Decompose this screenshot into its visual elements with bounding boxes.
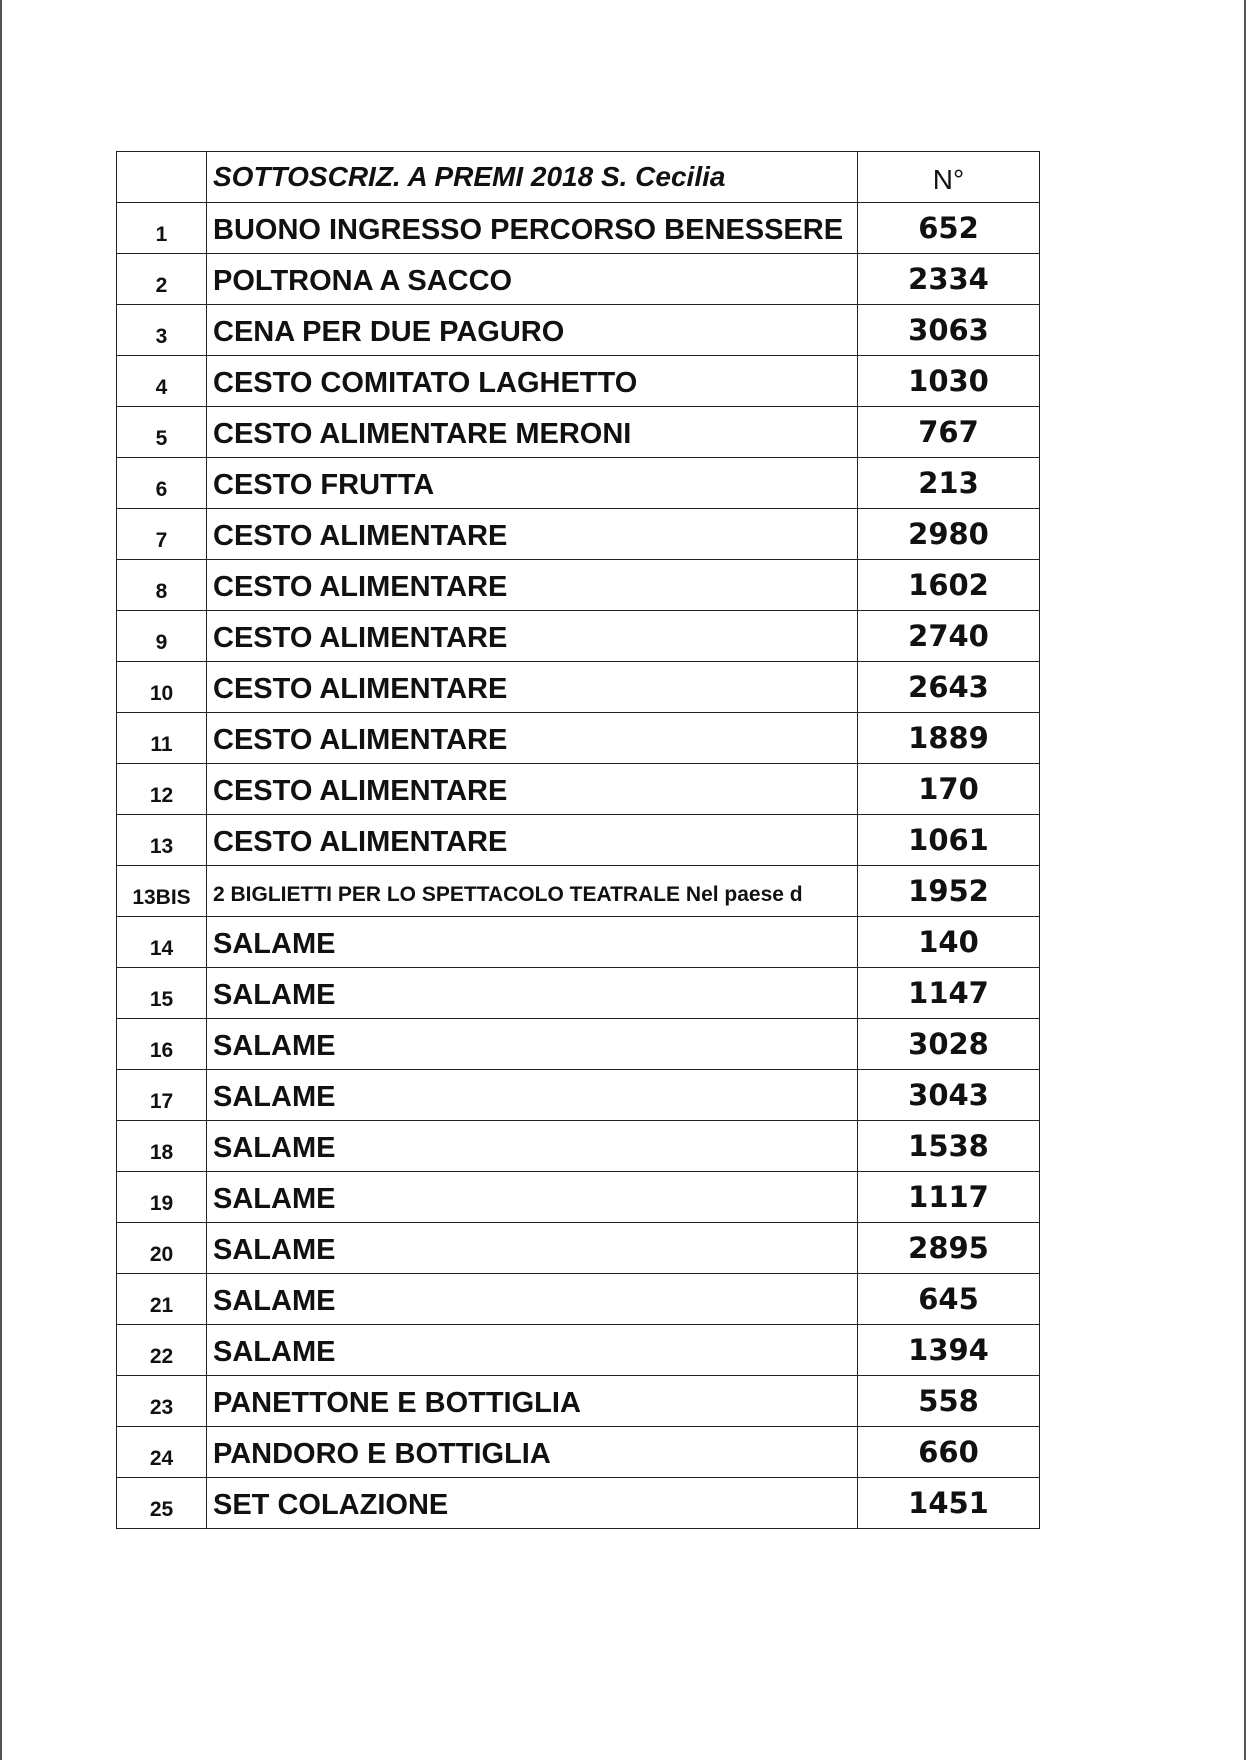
table-row [117,203,1040,254]
prize-description: CESTO ALIMENTARE [207,560,858,611]
table-row [117,611,1040,662]
table-row [117,1427,1040,1478]
table-row [117,662,1040,713]
table-row [117,1274,1040,1325]
table-row [117,713,1040,764]
prize-number: 16 [117,1019,207,1070]
prize-description: 2 BIGLIETTI PER LO SPETTACOLO TEATRALE Nel paese d [207,866,858,917]
prize-description: SALAME [207,968,858,1019]
table-header-row [117,152,1040,203]
prize-number: 22 [117,1325,207,1376]
prize-number: 17 [117,1070,207,1121]
prize-description: SALAME [207,1325,858,1376]
winning-ticket-number: 558 [858,1376,1040,1427]
ticket-number-header: N° [858,152,1040,203]
winning-ticket-number: 1394 [858,1325,1040,1376]
prize-description: SALAME [207,1121,858,1172]
prize-number: 6 [117,458,207,509]
winning-ticket-number: 140 [858,917,1040,968]
winning-ticket-number: 1451 [858,1478,1040,1529]
table-row [117,1019,1040,1070]
prize-description: CESTO COMITATO LAGHETTO [207,356,858,407]
prize-number: 8 [117,560,207,611]
table-row [117,815,1040,866]
prize-number: 15 [117,968,207,1019]
prize-description: SALAME [207,1172,858,1223]
winning-ticket-number: 1602 [858,560,1040,611]
prize-number: 23 [117,1376,207,1427]
prize-table [116,151,1040,1529]
prize-description: CESTO ALIMENTARE [207,764,858,815]
prize-number: 9 [117,611,207,662]
table-row [117,1223,1040,1274]
winning-ticket-number: 2980 [858,509,1040,560]
winning-ticket-number: 767 [858,407,1040,458]
prize-number: 7 [117,509,207,560]
table-row [117,356,1040,407]
prize-number: 13 [117,815,207,866]
winning-ticket-number: 2895 [858,1223,1040,1274]
prize-description: BUONO INGRESSO PERCORSO BENESSERE [207,203,858,254]
prize-number: 13BIS [117,866,207,917]
winning-ticket-number: 1061 [858,815,1040,866]
table-row [117,560,1040,611]
prize-number: 14 [117,917,207,968]
prize-description: SALAME [207,917,858,968]
winning-ticket-number: 3063 [858,305,1040,356]
prize-number: 2 [117,254,207,305]
table-row [117,1172,1040,1223]
winning-ticket-number: 3043 [858,1070,1040,1121]
prize-description: CESTO ALIMENTARE [207,611,858,662]
winning-ticket-number: 2334 [858,254,1040,305]
prize-number: 25 [117,1478,207,1529]
prize-description: PANDORO E BOTTIGLIA [207,1427,858,1478]
prize-description: CESTO FRUTTA [207,458,858,509]
prize-number: 3 [117,305,207,356]
winning-ticket-number: 645 [858,1274,1040,1325]
winning-ticket-number: 1147 [858,968,1040,1019]
prize-description: SET COLAZIONE [207,1478,858,1529]
table-row [117,509,1040,560]
prize-description: CESTO ALIMENTARE [207,509,858,560]
prize-description: CESTO ALIMENTARE MERONI [207,407,858,458]
prize-description: CESTO ALIMENTARE [207,662,858,713]
prize-number: 10 [117,662,207,713]
prize-description: SALAME [207,1223,858,1274]
table-row [117,866,1040,917]
prize-description: SALAME [207,1274,858,1325]
table-row [117,305,1040,356]
table-row [117,1376,1040,1427]
prize-description: SALAME [207,1070,858,1121]
winning-ticket-number: 1117 [858,1172,1040,1223]
table-row [117,1070,1040,1121]
prize-number: 21 [117,1274,207,1325]
table-title: SOTTOSCRIZ. A PREMI 2018 S. Cecilia [207,152,858,203]
header-empty-cell [117,152,207,203]
table-row [117,1325,1040,1376]
winning-ticket-number: 1889 [858,713,1040,764]
winning-ticket-number: 3028 [858,1019,1040,1070]
winning-ticket-number: 1030 [858,356,1040,407]
prize-number: 4 [117,356,207,407]
prize-number: 5 [117,407,207,458]
table-row [117,407,1040,458]
prize-number: 18 [117,1121,207,1172]
winning-ticket-number: 170 [858,764,1040,815]
table-row [117,1478,1040,1529]
prize-number: 12 [117,764,207,815]
table-row [117,254,1040,305]
prize-number: 11 [117,713,207,764]
prize-description: CENA PER DUE PAGURO [207,305,858,356]
table-row [117,1121,1040,1172]
table-body [117,152,1040,1529]
winning-ticket-number: 2643 [858,662,1040,713]
table-row [117,458,1040,509]
prize-number: 1 [117,203,207,254]
winning-ticket-number: 652 [858,203,1040,254]
prize-description: PANETTONE E BOTTIGLIA [207,1376,858,1427]
winning-ticket-number: 2740 [858,611,1040,662]
winning-ticket-number: 1952 [858,866,1040,917]
winning-ticket-number: 1538 [858,1121,1040,1172]
prize-number: 20 [117,1223,207,1274]
prize-description: POLTRONA A SACCO [207,254,858,305]
table-row [117,968,1040,1019]
prize-description: SALAME [207,1019,858,1070]
prize-number: 19 [117,1172,207,1223]
winning-ticket-number: 660 [858,1427,1040,1478]
table-row [117,764,1040,815]
prize-number: 24 [117,1427,207,1478]
table-row [117,917,1040,968]
prize-description: CESTO ALIMENTARE [207,713,858,764]
prize-description: CESTO ALIMENTARE [207,815,858,866]
winning-ticket-number: 213 [858,458,1040,509]
